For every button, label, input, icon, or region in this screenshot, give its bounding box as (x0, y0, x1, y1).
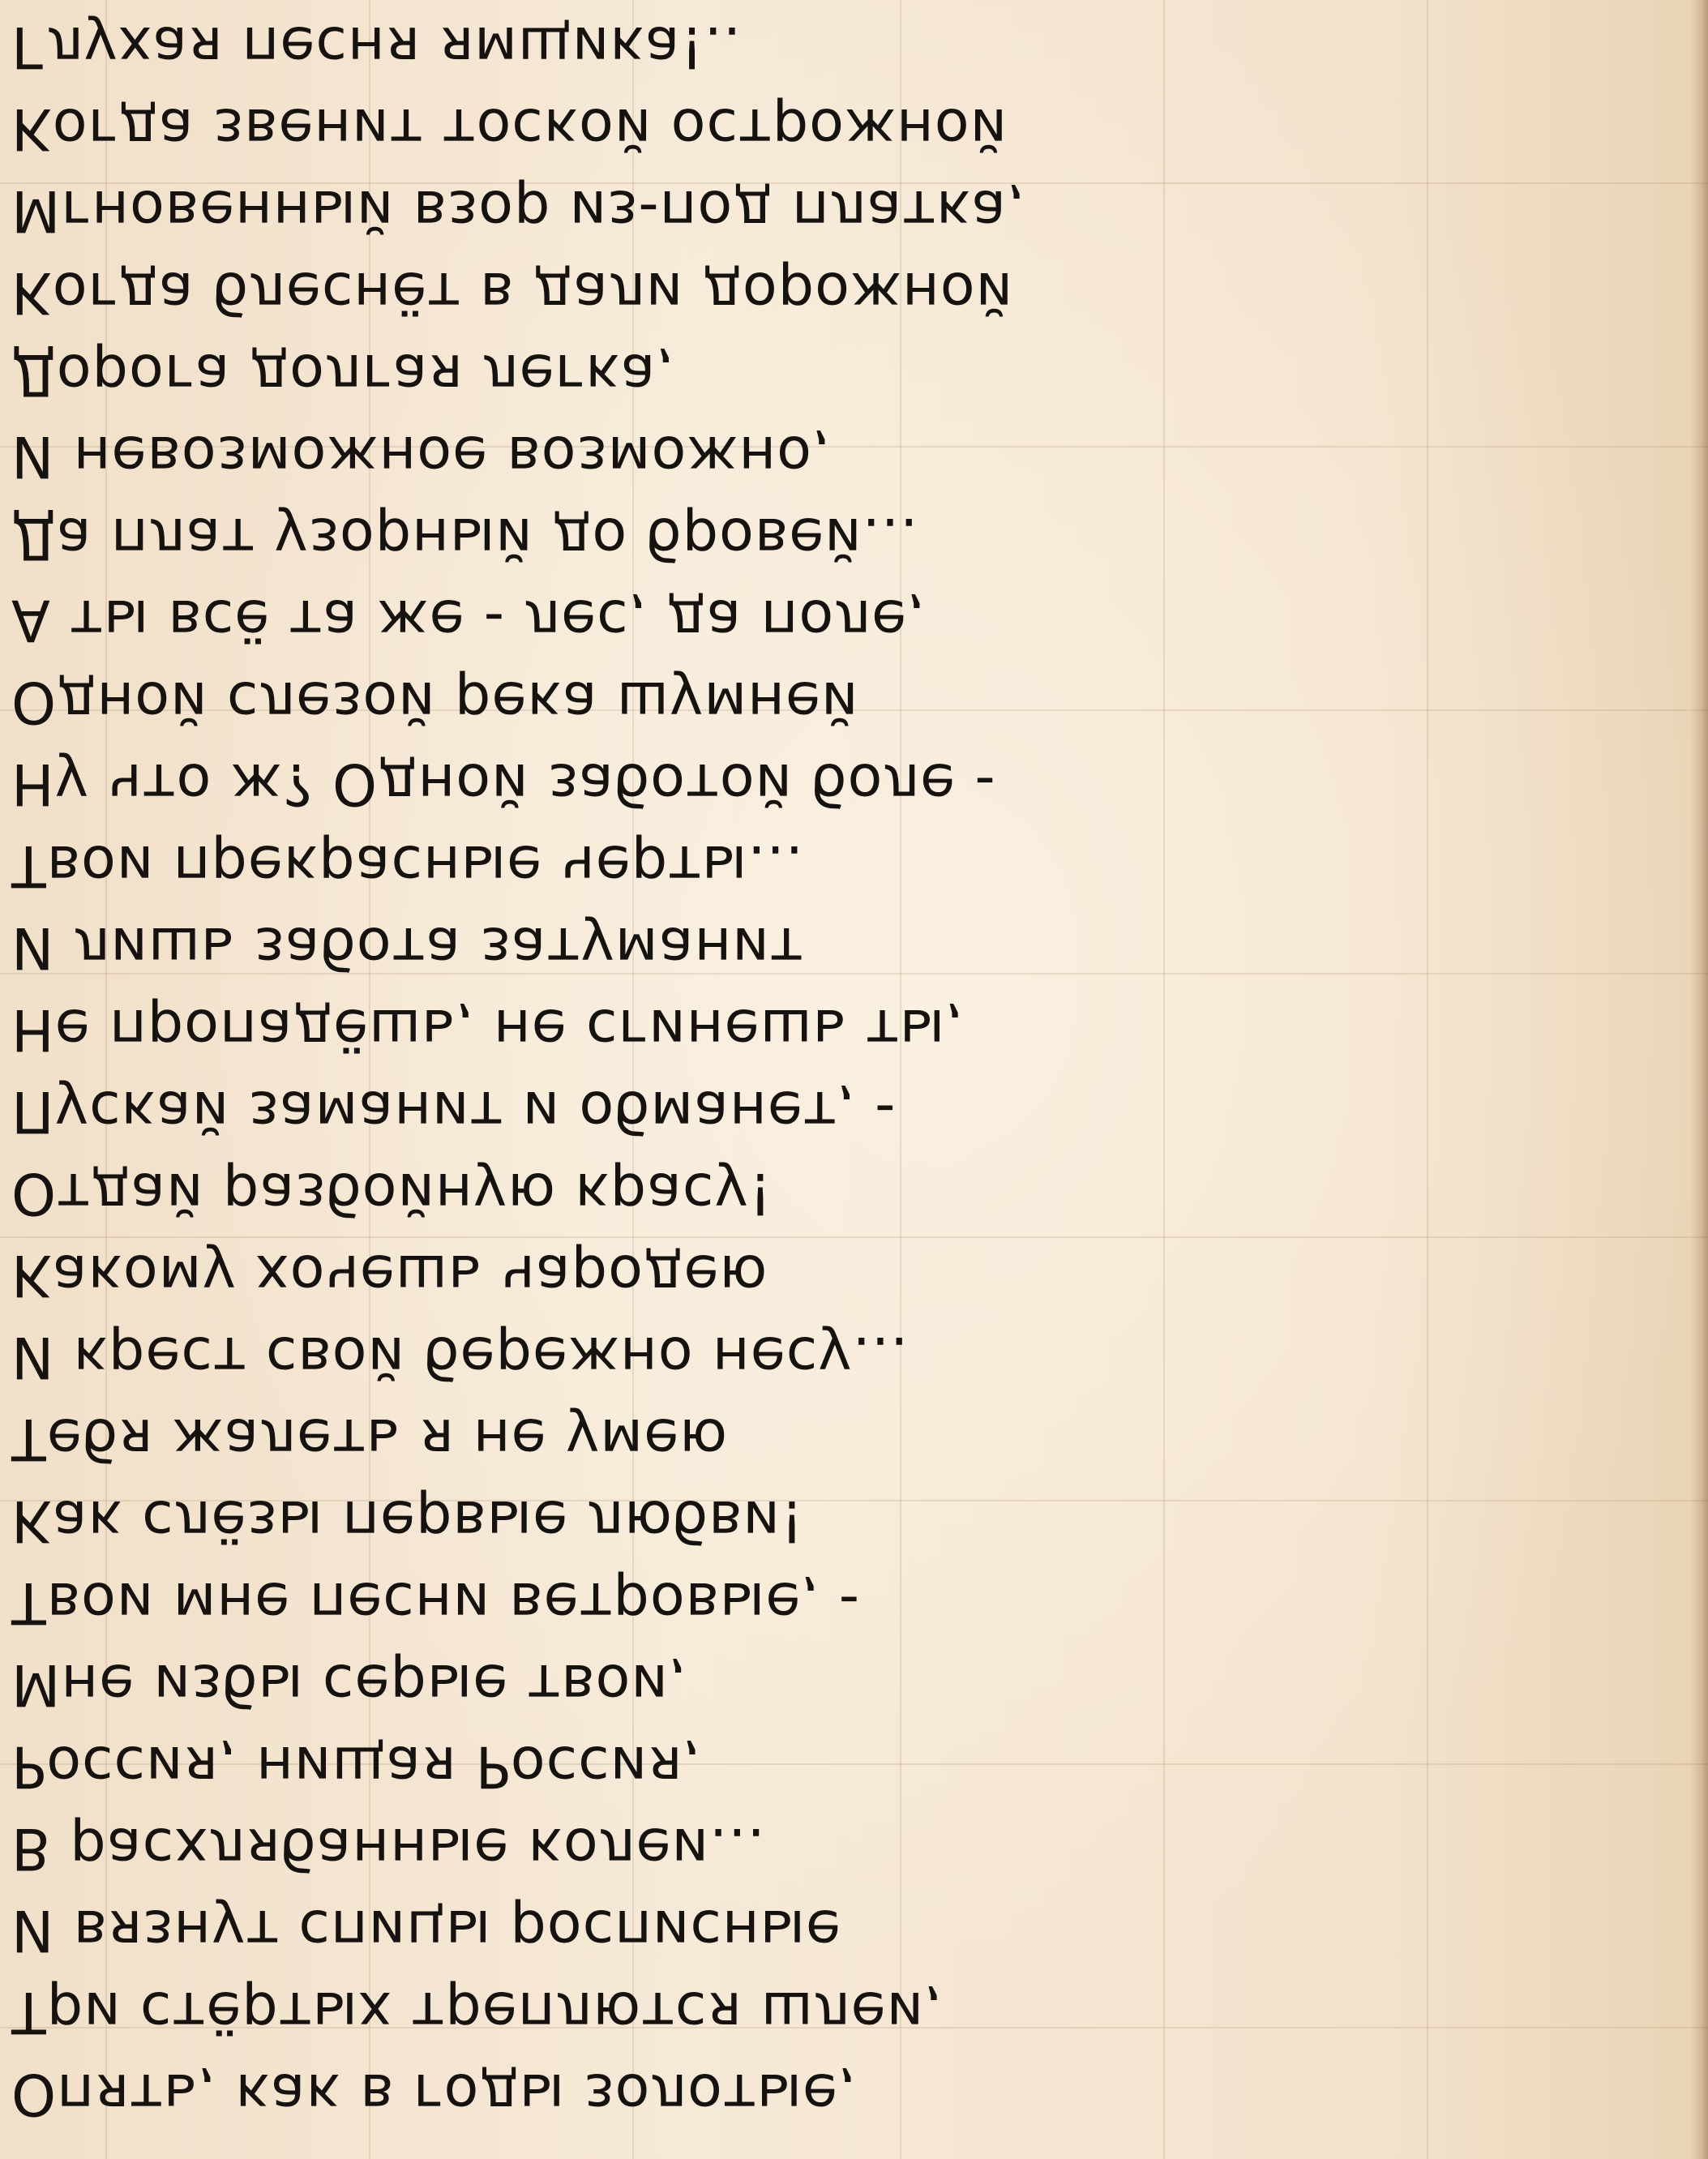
poem-line: Мне избы серые твои, (11, 1651, 688, 1718)
poem-line: И вязнут спицы росписные (11, 1897, 841, 1964)
poem-line: Твои прекрасные черты... (11, 833, 804, 899)
poem-line: Три стёртых треплются шлеи, (11, 1979, 944, 2045)
grid-line (1427, 0, 1428, 2159)
poem-line: Когда звенит тоской острожной (11, 96, 1008, 162)
poem-line: И невозможное возможно, (11, 423, 832, 490)
page-edge-shadow (1690, 0, 1708, 2159)
poem-line: Когда блеснёт в дали дорожной (11, 259, 1014, 326)
poem-line: И крест свой бережно несу... (11, 1324, 910, 1390)
poem-line: Опять, как в годы золотые, (11, 2061, 858, 2127)
poem-line: Глухая песня ямщика!.. (11, 14, 743, 80)
poem-line: Не пропадёшь, не сгинешь ты, (11, 996, 965, 1063)
poem-line: Отдай разбойную красу! (11, 1160, 773, 1227)
poem-line: Одной слезой река шумней (11, 669, 859, 735)
poem-line: В расхлябанные колеи... (11, 1815, 766, 1882)
poem-line: И лишь забота затуманит (11, 915, 804, 981)
poem-line: Тебя жалеть я не умею (11, 1406, 729, 1472)
poem-line: Ну что ж? Одной заботой боле - (11, 751, 996, 817)
poem-line: Какому хочешь чародею (11, 1242, 768, 1309)
poem-line: Как слёзы первые любви! (11, 1488, 804, 1554)
poem-line: Да плат узорный до бровей... (11, 505, 919, 572)
poem-line: Россия, нищая Россия, (11, 1733, 702, 1800)
poem-line: Мгновенный взор из-под платка, (11, 178, 1026, 244)
grid-line (1163, 0, 1165, 2159)
poem-line: Дорога долгая легка, (11, 341, 675, 408)
poem-line: А ты всё та же - лес, да поле, (11, 587, 927, 653)
poem-line: Пускай заманит и обманет, - (11, 1078, 897, 1145)
poem-line: Твои мне песни ветровые, - (11, 1570, 861, 1636)
poem-block (11, 0, 1146, 2159)
